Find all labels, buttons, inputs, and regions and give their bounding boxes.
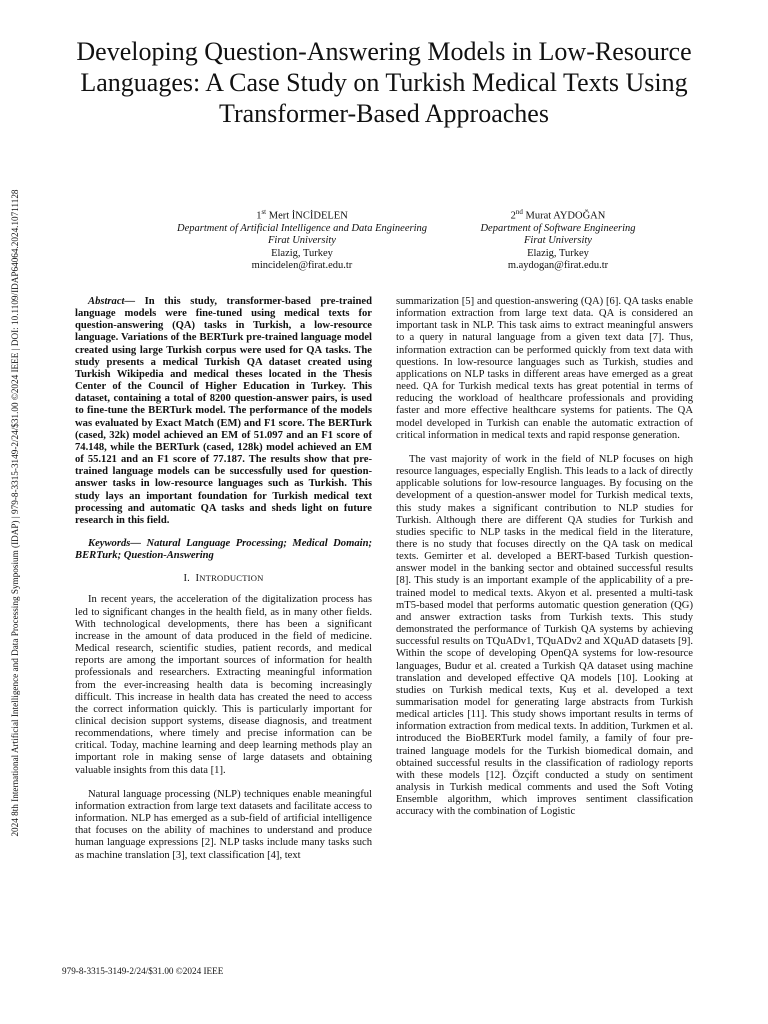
author-location: Elazig, Turkey [527,247,589,259]
footer-isbn: 979-8-3315-3149-2/24/$31.00 ©2024 IEEE [62,966,224,976]
intro-paragraph-1: In recent years, the acceleration of the digitalization process has led to significant changes in the health field, as in many other fields. With technological developments, there has been a significant increase in the amount of data produced in the field of medicine. Medical research, scientific studies, patient records, and medical reports are among the important sources of information for health professionals and researchers. Extracting meaningful information from the ever-increasing health data is becoming increasingly difficult. This increase in health data has created the need to access the correct information quickly. This is particularly important for clinical decision support systems, disease diagnosis, and treatment recommendations, where timely and precise information can be critical. Today, machine learning and deep learning methods play an important role in making sense of large datasets and obtaining valuable insights from this data [1]. [75,594,372,776]
section-heading-introduction: I. INTRODUCTION [183,573,264,585]
author-email: mincidelen@firat.edu.tr [251,260,353,272]
author-university: Firat University [524,235,592,247]
author-department: Department of Artificial Intelligence and Data Engineering [176,222,427,234]
author-department: Department of Software Engineering [480,222,636,234]
abstract-text: In this study, transformer-based pre-trained language models were fine-tuned using medical texts for question-answering (QA) tasks in Turkish, a low-resource language. Variations of the BERTurk pre-trained language model created using large Turkish corpus were used for QA tasks. The study presents a medical Turkish QA dataset created using Turkish Wikipedia and medical theses located in the Thesis Center of the Council of Higher Education in Turkey. This dataset, containing a total of 8200 question-answer pairs, is used to fine-tune the BERTurk model. The performance of the models was evaluated by Exact Match (EM) and F1 score. The BERTurk (cased, 32k) model achieved an EM of 51.097 and an F1 score of 74.148, while the BERTurk (cased, 128k) model achieved an EM of 55.121 and an F1 score of 77.187. The results show that pre-trained language models can be successfully used for question-answer tasks in low-resource languages such as Turkish. This study lays an important foundation for Turkish medical text processing and automatic QA tasks and sheds light on future research in this field. [75,296,372,526]
doi-sidebar [0,0,30,1024]
intro-paragraph-2: Natural language processing (NLP) techniques enable meaningful information extraction from large text datasets and facilitate access to information. NLP has emerged as a sub-field of artificial intelligence that focuses on the ability of machines to understand and produce human language expressions [2]. NLP tasks include many tasks such as machine translation [3], text classification [4], text [75,788,372,861]
intro-paragraph-3: The vast majority of work in the field of NLP focuses on high resource languages, especially English. This leads to a lack of directly applicable solutions for low-resource languages. By focusing on the development of a question-answer model for Turkish medical texts, this study makes a significant contribution to NLP studies for Turkish. Although there are different QA studies for Turkish and studies specific to NLP tasks in the medical field in the literature, there is no study that focuses directly on the QA task on medical texts. Gemirter et al. developed a BERT-based Turkish question-answer model in the banking sector and obtained successful results [8]. This study is an important example of the applicability of a pre-trained model to medical texts. Akyon et al. presented a multi-task mT5-based model that performs automatic question generation (QG) and answer extraction tasks from Turkish texts. This study demonstrated the performance of Turkish QA systems by achieving successful results on TQuADv1, TQuADv2 and XQuAD datasets [9]. Within the scope of developing OpenQA systems for low-resource languages, Budur et al. created a Turkish QA dataset using machine translation and developed effective QA models [10]. Looking at studies on Turkish medical texts, Kuş et al. developed a text summarisation model for generating large abstracts from Turkish medical articles [11]. This study shows important results in terms of information extraction from medical texts. In addition, Turkmen et al. introduced the BioBERTurk model family, a family of four pre-trained language models for the Turkish biomedical domain, and obtained successful results in the classification of radiology reports with these models [12]. Özçift conducted a study on sentiment analysis in Turkish medical comments and used the Soft Voting Ensemble algorithm, which improves sentiment classification accuracy with the combination of Logistic [396,453,693,818]
left-column [75,296,372,862]
paper-title: Developing Question-Answering Models in Low-Resource Languages: A Case Study on Turkish Medical Texts Using Transformer-Based Approaches [76,37,692,128]
author-university: Firat University [268,235,336,247]
author-block-2 [398,206,718,273]
author-location: Elazig, Turkey [271,247,333,259]
author-name: 1st Mert İNCİDELEN [256,208,348,222]
author-name: 2nd Murat AYDOĞAN [510,208,606,222]
abstract-lead: Abstract— [88,296,136,307]
keywords: Keywords— Natural Language Processing; Medical Domain; BERTurk; Question-Answering [75,537,372,562]
intro-paragraph-2-continued: summarization [5] and question-answering (QA) [6]. QA tasks enable information extraction from large text data. QA is considered an important task in NLP. This task aims to extract meaningful answers to a query in natural language from a given text data [7]. Thus, information extraction can be performed quickly from text data with questions. In low-resource languages such as Turkish, studies and applications on NLP tasks in different areas have emerged as a great need. QA for Turkish medical texts has great potential in terms of reducing the workload of healthcare professionals and providing faster and more effective healthcare systems for patients. The QA model developed in Turkish can enable the automatic extraction of critical information in medical texts and rapid response generation. [396,296,693,441]
abstract [75,296,372,527]
author-email: m.aydogan@firat.edu.tr [507,260,609,272]
right-column [396,296,693,819]
doi-sidebar-text: 2024 8th International Artificial Intelligence and Data Processing Symposium (IDAP) | 979-8-3315-3149-2/24/$31.00 ©2024 IEEE | DOI: 10.1109/IDAP64064.2024.10711128 [10,189,20,837]
